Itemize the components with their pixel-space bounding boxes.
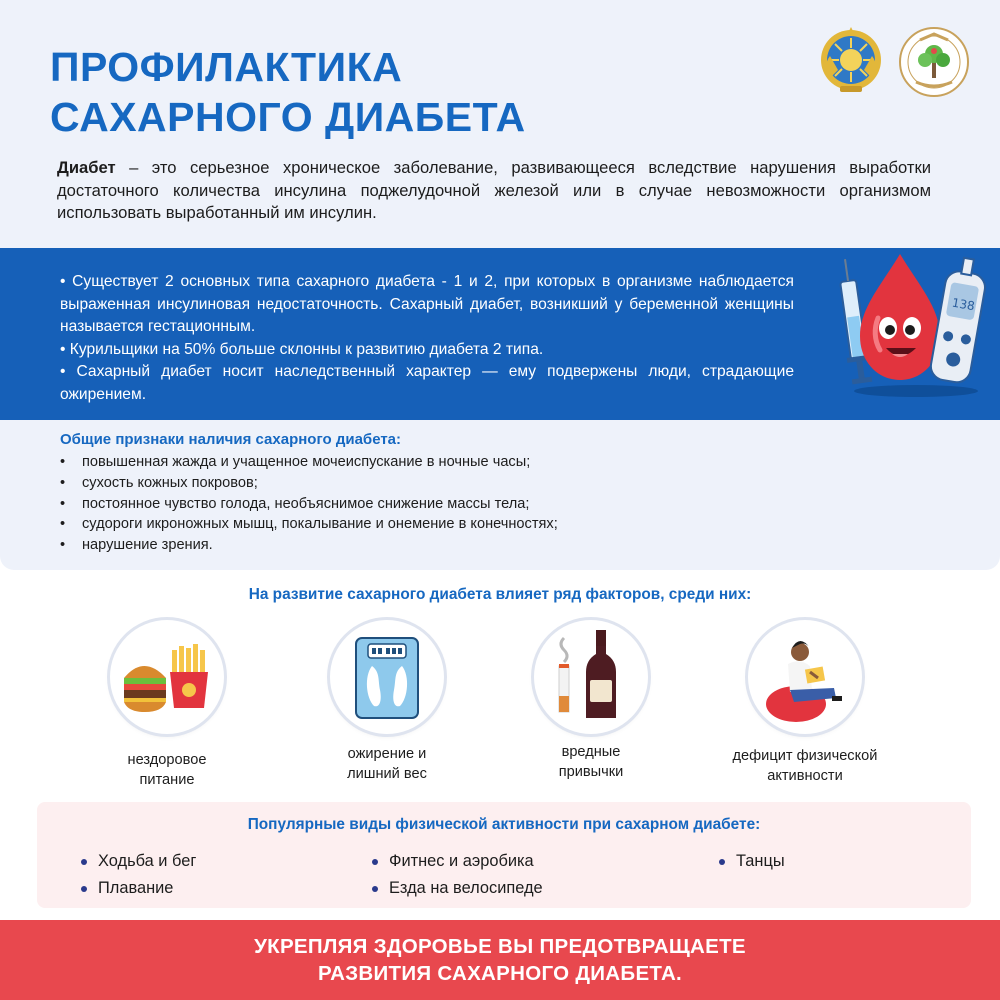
list-item: • постоянное чувство голода, необъяснимое снижение массы тела;: [60, 494, 558, 515]
factor-label-line1: вредные: [561, 744, 621, 760]
title-line-2: САХАРНОГО ДИАБЕТА: [50, 94, 526, 140]
factor-label: [705, 746, 905, 786]
intro-text: – это серьезное хроническое заболевание, развивающееся вследствие нарушения выработки достаточного количества инсулина поджелудочной железой или в случае невозможности организмом использовать выработанный им инсулин.: [57, 158, 931, 222]
factor-circle: [110, 620, 224, 734]
activities-column-3: [717, 848, 785, 875]
factors-title: На развитие сахарного диабета влияет ряд факторов, среди них:: [248, 586, 752, 603]
factor-label-line2: привычки: [558, 764, 624, 780]
factor-low-activity: [705, 620, 905, 786]
footer-line-1: УКРЕПЛЯЯ ЗДОРОВЬЕ ВЫ ПРЕДОТВРАЩАЕТЕ: [254, 935, 746, 958]
factor-obesity: [287, 620, 487, 784]
activities-title: Популярные виды физической активности при сахарном диабете:: [247, 816, 761, 833]
blood-drop-mascot-icon: [838, 248, 988, 400]
list-item: Ходьба и бег: [79, 848, 196, 875]
list-item: • повышенная жажда и учащенное мочеиспускание в ночные часы;: [60, 452, 558, 473]
fact-item: • Существует 2 основных типа сахарного диабета - 1 и 2, при которых в организме наблюдается выраженная инсулиновая недостаточность. Сахарный диабет, возникший у беременной женщины называется гестационным.: [60, 273, 794, 335]
facts-text: [60, 271, 794, 406]
activities-box: [37, 802, 971, 908]
reading-person-icon: [748, 620, 862, 734]
title-line-1: ПРОФИЛАКТИКА: [50, 44, 403, 90]
signs-list: [60, 452, 558, 556]
list-item: • сухость кожных покровов;: [60, 473, 558, 494]
health-center-logo-icon: [898, 26, 970, 98]
factor-label-line1: нездоровое: [127, 752, 207, 768]
burger-fries-icon: [110, 620, 224, 734]
factor-circle: [748, 620, 862, 734]
intro-paragraph: [57, 157, 931, 225]
factor-unhealthy-food: [67, 620, 267, 790]
footer-banner: [0, 920, 1000, 1000]
factor-label-line1: ожирение и: [347, 746, 427, 762]
list-item: • судороги икроножных мышц, покалывание и онемение в конечностях;: [60, 514, 558, 535]
intro-term: Диабет: [57, 158, 116, 177]
fact-item: • Курильщики на 50% больше склонны к развитию диабета 2 типа.: [60, 340, 544, 358]
factor-circle: [330, 620, 444, 734]
list-item: Танцы: [717, 848, 785, 875]
kazakhstan-emblem-icon: [818, 26, 884, 96]
factor-label-line2: активности: [767, 768, 843, 784]
factor-circle: [534, 620, 648, 734]
fact-item: • Сахарный диабет носит наследственный характер — ему подвержены люди, страдающие ожирением.: [60, 363, 794, 403]
list-item: • нарушение зрения.: [60, 535, 558, 556]
factor-label-line2: питание: [139, 772, 195, 788]
footer-line-2: РАЗВИТИЯ САХАРНОГО ДИАБЕТА.: [317, 962, 683, 985]
activities-column-1: [79, 848, 196, 902]
list-item: Фитнес и аэробика: [370, 848, 543, 875]
factor-label: [67, 750, 267, 790]
factor-label: [287, 744, 487, 784]
list-item: Езда на велосипеде: [370, 875, 543, 902]
list-item: Плавание: [79, 875, 196, 902]
page-title: [50, 42, 526, 142]
factor-label-line1: дефицит физической: [732, 748, 878, 764]
signs-title: Общие признаки наличия сахарного диабета:: [60, 431, 402, 448]
meter-reading: 138: [950, 295, 976, 314]
factor-bad-habits: [491, 620, 691, 782]
wine-cigarette-icon: [534, 620, 648, 734]
scale-icon: [330, 620, 444, 734]
factor-label: [491, 742, 691, 782]
factor-label-line2: лишний вес: [347, 766, 427, 782]
activities-column-2: [370, 848, 543, 902]
